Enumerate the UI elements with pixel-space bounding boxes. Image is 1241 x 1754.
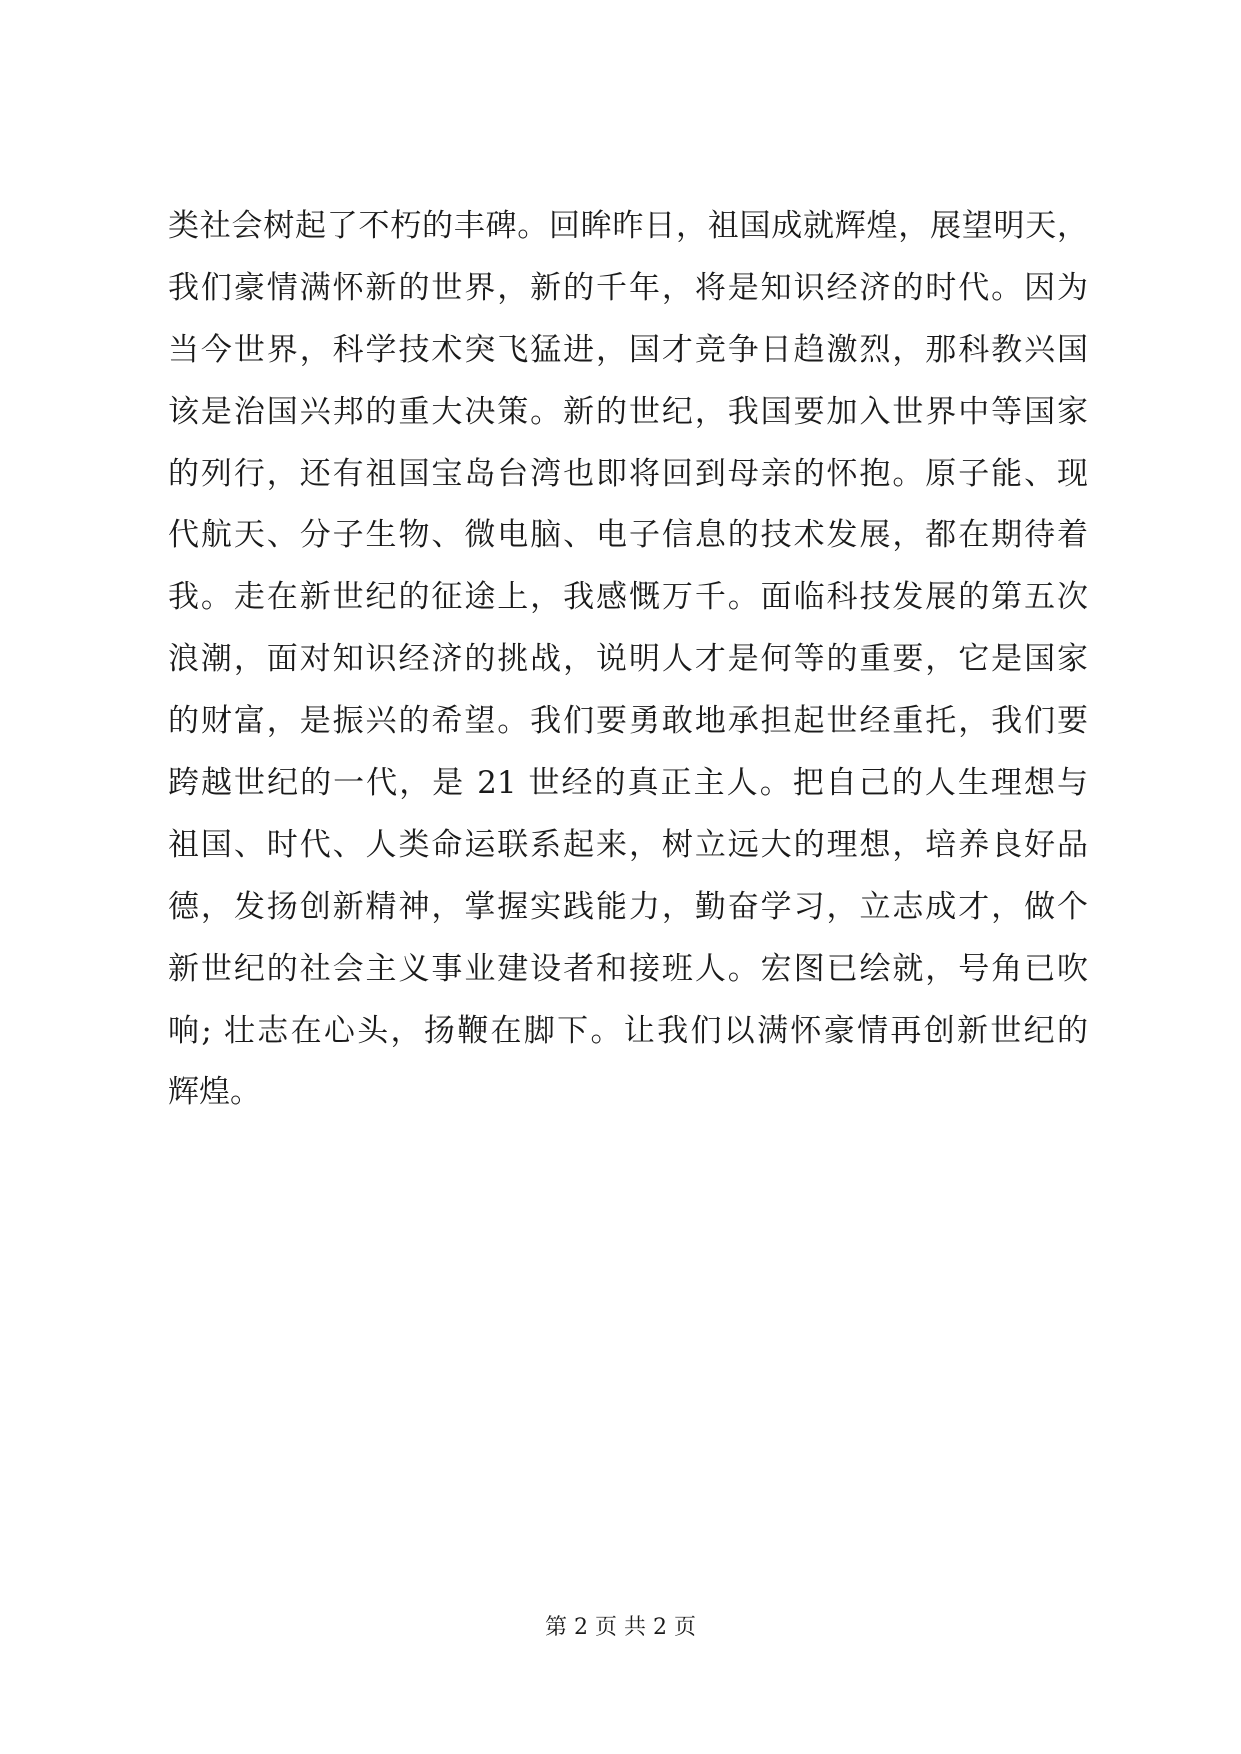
text-line: 我。走在新世纪的征途上，我感慨万千。面临科技发展的第五次 (168, 579, 1088, 616)
text-line: 德，发扬创新精神，掌握实践能力，勤奋学习，立志成才，做个 (168, 888, 1088, 925)
text-line: 我们豪情满怀新的世界，新的千年，将是知识经济的时代。因为 (168, 269, 1088, 306)
text-line: 该是治国兴邦的重大决策。新的世纪，我国要加入世界中等国家 (168, 393, 1088, 430)
page-number-footer: 第 2 页 共 2 页 (545, 1615, 696, 1640)
text-line: 的财富，是振兴的希望。我们要勇敢地承担起世经重托，我们要 (168, 703, 1088, 740)
text-line: 的列行，还有祖国宝岛台湾也即将回到母亲的怀抱。原子能、现 (168, 455, 1088, 492)
text-line: 跨越世纪的一代，是 21 世经的真正主人。把自己的人生理想与 (168, 765, 1088, 802)
text-line: 类社会树起了不朽的丰碑。回眸昨日，祖国成就辉煌，展望明天， (168, 208, 1088, 244)
text-line: 新世纪的社会主义事业建设者和接班人。宏图已绘就，号角已吹 (168, 950, 1088, 987)
body-text (168, 196, 1088, 1124)
text-line: 祖国、时代、人类命运联系起来，树立远大的理想，培养良好品 (168, 826, 1088, 863)
text-line: 代航天、分子生物、微电脑、电子信息的技术发展，都在期待着 (168, 517, 1088, 554)
text-line: 浪潮，面对知识经济的挑战，说明人才是何等的重要，它是国家 (168, 641, 1088, 678)
text-line: 当今世界，科学技术突飞猛进，国才竞争日趋激烈，那科教兴国 (168, 331, 1088, 368)
text-line: 响; 壮志在心头，扬鞭在脚下。让我们以满怀豪情再创新世纪的 (168, 1012, 1088, 1049)
text-line: 辉煌。 (168, 1074, 261, 1111)
